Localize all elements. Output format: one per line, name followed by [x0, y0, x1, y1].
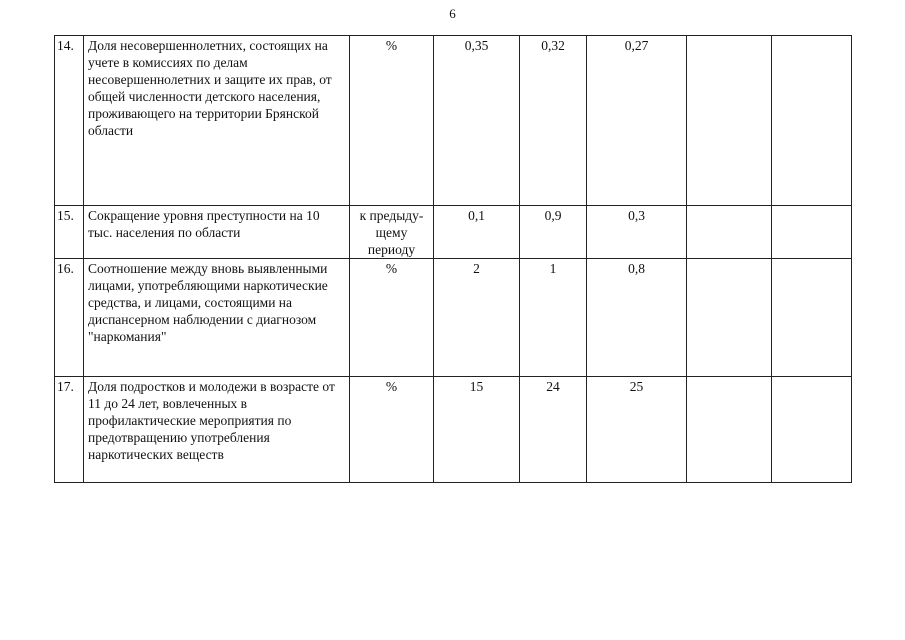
value-cell-3: 0,27 — [587, 36, 687, 206]
page-number: 6 — [449, 6, 456, 21]
value-cell-4 — [687, 206, 772, 259]
row-number: 15. — [55, 206, 84, 259]
indicators-table — [54, 35, 852, 483]
value-cell-5 — [772, 36, 852, 206]
value-cell-2: 1 — [520, 259, 587, 377]
value-cell-5 — [772, 377, 852, 483]
row-number: 16. — [55, 259, 84, 377]
value-cell-1: 15 — [434, 377, 520, 483]
indicator-name: Доля несовершеннолетних, состоящих на учете в комиссиях по делам несовершеннолетних и защите их прав, от общей численности детского населения, проживающего на территории Брянской области — [84, 36, 350, 206]
value-cell-3: 0,3 — [587, 206, 687, 259]
value-cell-2: 0,32 — [520, 36, 587, 206]
indicator-name: Сокращение уровня преступности на 10 тыс. населения по области — [84, 206, 350, 259]
indicator-name: Соотношение между вновь выявленными лицами, употребляющими наркотические средства, и лицами, состоящими на диспансерном наблюдении с диагнозом "наркомания" — [84, 259, 350, 377]
table-row — [55, 206, 852, 259]
value-cell-1: 2 — [434, 259, 520, 377]
unit-cell: % — [350, 259, 434, 377]
unit-cell: к предыду-щему периоду — [350, 206, 434, 259]
value-cell-2: 0,9 — [520, 206, 587, 259]
value-cell-5 — [772, 259, 852, 377]
row-number: 17. — [55, 377, 84, 483]
unit-cell: % — [350, 36, 434, 206]
indicator-name: Доля подростков и молодежи в возрасте от 11 до 24 лет, вовлеченных в профилактические мероприятия по предотвращению употребления наркотических веществ — [84, 377, 350, 483]
value-cell-1: 0,1 — [434, 206, 520, 259]
table-row — [55, 36, 852, 206]
value-cell-4 — [687, 377, 772, 483]
table-row — [55, 259, 852, 377]
row-number: 14. — [55, 36, 84, 206]
value-cell-1: 0,35 — [434, 36, 520, 206]
value-cell-2: 24 — [520, 377, 587, 483]
table-row — [55, 377, 852, 483]
value-cell-3: 25 — [587, 377, 687, 483]
value-cell-3: 0,8 — [587, 259, 687, 377]
value-cell-4 — [687, 259, 772, 377]
value-cell-5 — [772, 206, 852, 259]
value-cell-4 — [687, 36, 772, 206]
unit-cell: % — [350, 377, 434, 483]
